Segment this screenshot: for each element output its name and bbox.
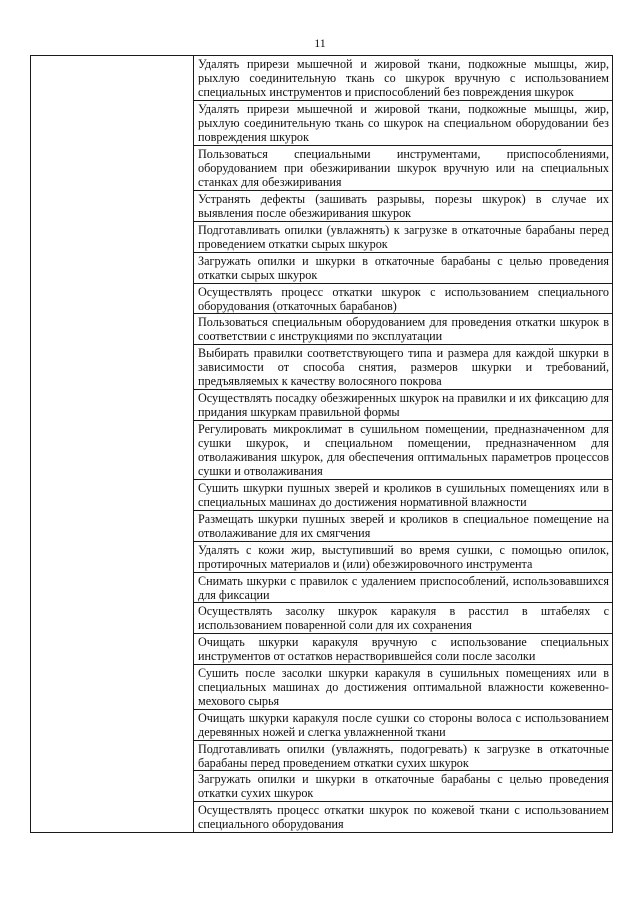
- table-cell: Подготавливать опилки (увлажнять) к загрузке в откаточные барабаны перед проведением откатки сырых шкурок: [194, 222, 613, 253]
- table-cell: Размещать шкурки пушных зверей и кроликов в специальное помещение на отволаживание для их смягчения: [194, 511, 613, 542]
- table-cell: Очищать шкурки каракуля вручную с использование специальных инструментов от остатков нерастворившейся соли после засолки: [194, 634, 613, 665]
- table-cell: Подготавливать опилки (увлажнять, подогревать) к загрузке в откаточные барабаны перед проведением откатки сухих шкурок: [194, 740, 613, 771]
- table-cell: Осуществлять процесс откатки шкурок по кожевой ткани с использованием специального оборудования: [194, 802, 613, 833]
- table-cell: Осуществлять засолку шкурок каракуля в расстил в штабелях с использованием поваренной соли для их сохранения: [194, 603, 613, 634]
- table-cell: Устранять дефекты (зашивать разрывы, порезы шкурок) в случае их выявления после обезжиривания шкурок: [194, 191, 613, 222]
- table-cell: Удалять с кожи жир, выступивший во время сушки, с помощью опилок, протирочных материалов и (или) обезжировочного инструмента: [194, 541, 613, 572]
- skills-table: [30, 55, 613, 833]
- table-cell: Сушить после засолки шкурки каракуля в сушильных помещениях или в специальных машинах до достижения оптимальной влажности кожевенно-мехового сырья: [194, 664, 613, 709]
- table-cell: Снимать шкурки с правилок с удалением приспособлений, использовавшихся для фиксации: [194, 572, 613, 603]
- table-cell: Осуществлять посадку обезжиренных шкурок на правилки и их фиксацию для придания шкуркам правильной формы: [194, 390, 613, 421]
- table-cell: Загружать опилки и шкурки в откаточные барабаны с целью проведения откатки сухих шкурок: [194, 771, 613, 802]
- table-cell: Регулировать микроклимат в сушильном помещении, предназначенном для сушки шкурок, и специальном помещении, предназначенном для отволаживания шкурок, для обеспечения оптимальных параметров процессов сушки и отволаживания: [194, 420, 613, 479]
- table-row: [31, 56, 613, 101]
- table-cell: Сушить шкурки пушных зверей и кроликов в сушильных помещениях или в специальных машинах до достижения нормативной влажности: [194, 480, 613, 511]
- page-number: 11: [314, 36, 326, 50]
- table-cell: Загружать опилки и шкурки в откаточные барабаны с целью проведения откатки сырых шкурок: [194, 252, 613, 283]
- table-cell: Пользоваться специальными инструментами, приспособлениями, оборудованием при обезжиривании шкурок вручную или на специальных станках для обезжиривания: [194, 146, 613, 191]
- table-cell: Осуществлять процесс откатки шкурок с использованием специального оборудования (откаточных барабанов): [194, 283, 613, 314]
- table-cell: Выбирать правилки соответствующего типа и размера для каждой шкурки в зависимости от способа снятия, размеров шкурки и требований, предъявляемых к качеству волосяного покрова: [194, 345, 613, 390]
- left-column-cell: [31, 56, 194, 833]
- table-cell: Удалять прирези мышечной и жировой ткани, подкожные мышцы, жир, рыхлую соединительную ткань со шкурок вручную с использованием специальных инструментов и приспособлений без повреждения шкурок: [194, 56, 613, 101]
- table-cell: Очищать шкурки каракуля после сушки со стороны волоса с использованием деревянных ножей и слегка увлажненной ткани: [194, 709, 613, 740]
- table-cell: Пользоваться специальным оборудованием для проведения откатки шкурок в соответствии с инструкциями по эксплуатации: [194, 314, 613, 345]
- table-cell: Удалять прирези мышечной и жировой ткани, подкожные мышцы, жир, рыхлую соединительную ткань со шкурок на специальном оборудовании без повреждения шкурок: [194, 101, 613, 146]
